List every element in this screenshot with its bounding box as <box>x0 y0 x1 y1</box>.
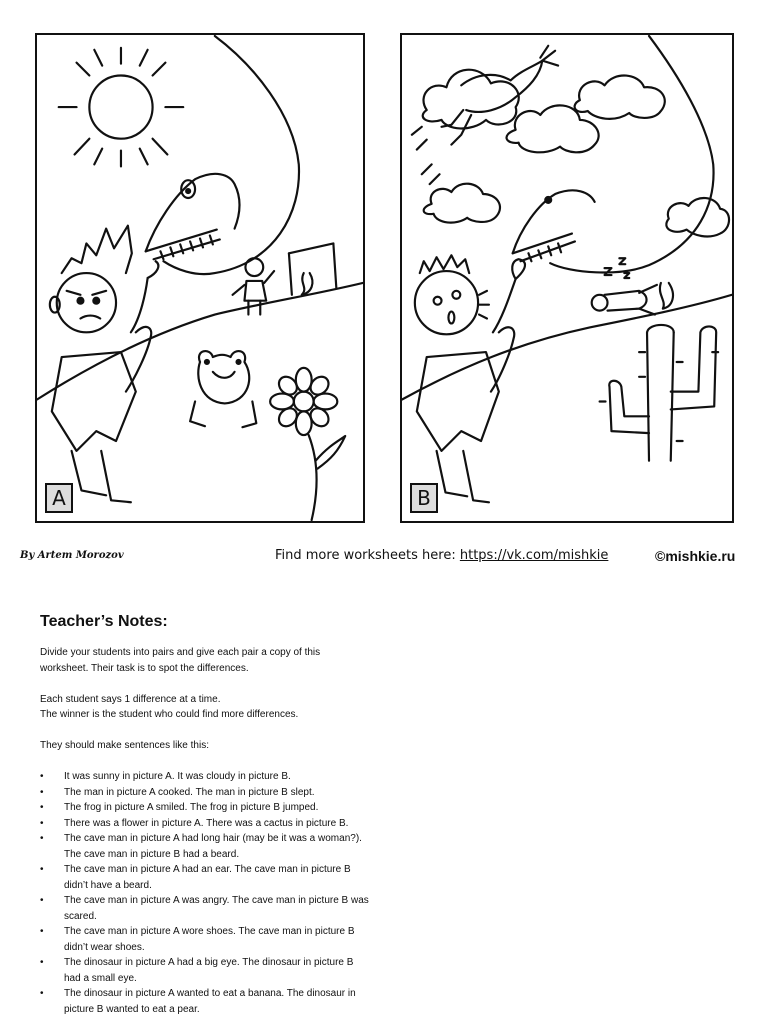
worksheet-footer <box>0 548 768 568</box>
list-item-text: The frog in picture A smiled. The frog in picture B jumped. <box>64 802 319 813</box>
sleeping-man-icon <box>592 258 673 314</box>
picture-a-drawing <box>37 35 363 521</box>
list-item-text: didn’t wear shoes. <box>64 941 145 953</box>
list-item-text: The cave man in picture B had a beard. <box>64 848 240 860</box>
hill-line <box>402 295 732 400</box>
list-item <box>40 955 460 986</box>
notes-heading: Teacher’s Notes: <box>40 613 168 630</box>
picture-a-panel <box>35 33 365 523</box>
list-item-text: The cave man in picture A wore shoes. The cave man in picture B <box>64 926 355 937</box>
cave-man-b-icon <box>415 255 525 502</box>
differences-list <box>40 769 460 1017</box>
list-item <box>40 816 460 832</box>
list-item <box>40 785 460 801</box>
notes-paragraph-1 <box>40 645 460 676</box>
list-item-text: had a small eye. <box>64 972 137 984</box>
picture-b-panel <box>400 33 734 523</box>
bullet-icon: • <box>40 786 44 798</box>
list-item-text: The cave man in picture A had an ear. The cave man in picture B <box>64 864 351 875</box>
flower-icon <box>270 368 345 520</box>
list-item-text: The cave man in picture A was angry. The cave man in picture B was <box>64 895 369 906</box>
bullet-icon: • <box>40 988 44 999</box>
notes-paragraph-1-line-2: worksheet. Their task is to spot the differences. <box>40 662 249 674</box>
cave-man-a-icon <box>50 226 158 503</box>
jumping-frog-icon <box>412 46 558 184</box>
dinosaur-icon <box>146 36 299 274</box>
list-item <box>40 831 460 862</box>
bullet-icon: • <box>40 895 44 906</box>
list-item-text: It was sunny in picture A. It was cloudy in picture B. <box>64 771 291 782</box>
list-item-text: There was a flower in picture A. There was a cactus in picture B. <box>64 817 349 829</box>
bullet-icon: • <box>40 817 44 829</box>
more-worksheets-text: Find more worksheets here: <box>275 548 456 563</box>
cloud-icon <box>666 198 729 236</box>
panel-label-a: A <box>45 483 73 513</box>
bullet-icon: • <box>40 802 44 813</box>
dinosaur-icon <box>513 36 714 273</box>
list-item <box>40 800 460 816</box>
cloud-icon <box>424 184 500 223</box>
cloud-icon <box>575 75 665 118</box>
list-item <box>40 862 460 893</box>
bullet-icon: • <box>40 957 44 968</box>
author-credit: By Artem Morozov <box>20 550 124 561</box>
teachers-notes <box>40 612 460 1017</box>
cooking-figure-icon <box>233 243 337 314</box>
list-item <box>40 893 460 924</box>
list-item-text: The dinosaur in picture A had a big eye. The dinosaur in picture B <box>64 957 354 968</box>
list-item-text: scared. <box>64 910 97 922</box>
cactus-icon <box>600 325 719 461</box>
list-item-text: The man in picture A cooked. The man in picture B slept. <box>64 786 315 798</box>
list-item <box>40 769 460 785</box>
notes-paragraph-2-line-1: Each student says 1 difference at a time. <box>40 693 221 705</box>
notes-paragraph-3: They should make sentences like this: <box>40 740 209 751</box>
notes-paragraph-2 <box>40 692 460 723</box>
list-item-text: The dinosaur in picture A wanted to eat a banana. The dinosaur in <box>64 988 356 999</box>
bullet-icon: • <box>40 771 44 782</box>
more-worksheets <box>275 548 608 563</box>
notes-paragraph-1-line-1: Divide your students into pairs and give each pair a copy of this <box>40 647 321 658</box>
list-item-text: didn’t have a beard. <box>64 879 152 891</box>
frog-icon <box>190 351 256 427</box>
bullet-icon: • <box>40 833 44 844</box>
list-item <box>40 924 460 955</box>
notes-paragraph-2-line-2: The winner is the student who could find more differences. <box>40 709 299 720</box>
list-item <box>40 986 460 1017</box>
panel-label-b: B <box>410 483 438 513</box>
list-item-text: picture B wanted to eat a pear. <box>64 1003 200 1015</box>
copyright-text: ©mishkie.ru <box>655 548 736 564</box>
list-item-text: The cave man in picture A had long hair (may be it was a woman?). <box>64 833 362 844</box>
bullet-icon: • <box>40 926 44 937</box>
picture-b-drawing <box>402 35 732 521</box>
bullet-icon: • <box>40 864 44 875</box>
worksheets-link[interactable]: https://vk.com/mishkie <box>459 548 609 563</box>
sun-icon <box>59 48 183 167</box>
